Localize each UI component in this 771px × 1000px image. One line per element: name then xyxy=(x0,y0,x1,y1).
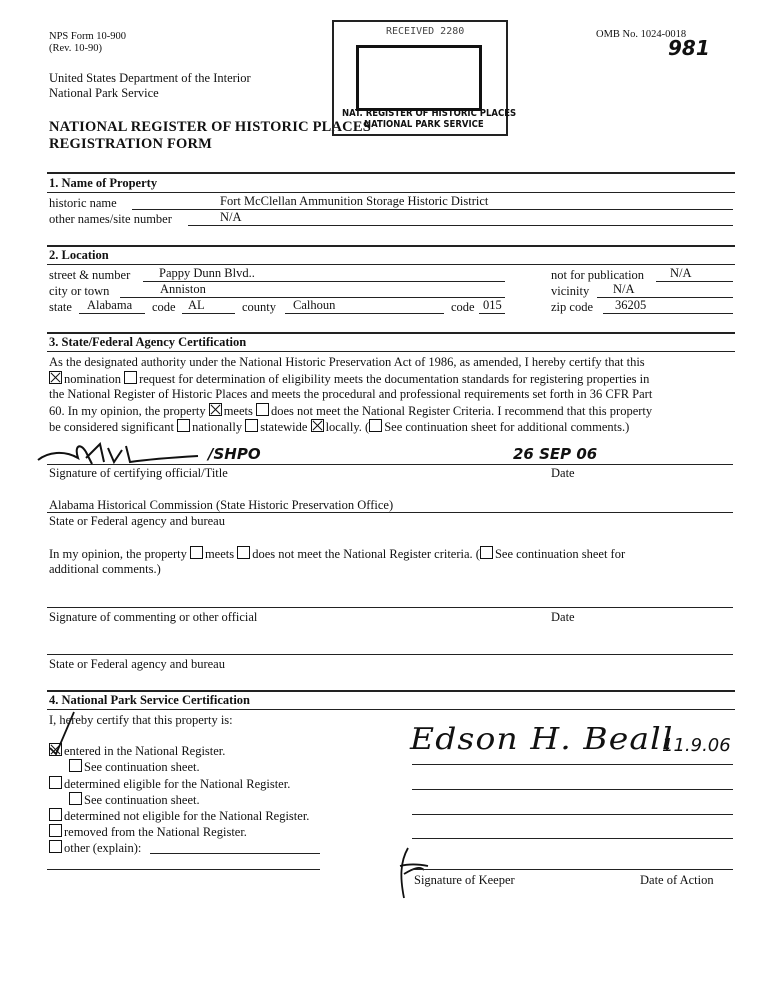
section1-subrule xyxy=(47,192,735,193)
keeper-intro: I, hereby certify that this property is: xyxy=(49,713,233,727)
certifying-date-label: Date xyxy=(551,466,575,480)
vicinity-field[interactable] xyxy=(597,283,733,298)
historic-name-value: Fort McClellan Ammunition Storage Historic District xyxy=(220,194,489,208)
commenting-does-not-meet-label: does not meet the National Register criteria. ( xyxy=(252,547,480,561)
commenting-opinion-line2: additional comments.) xyxy=(49,562,161,576)
keeper-signature-line xyxy=(412,869,733,870)
date-of-action-label: Date of Action xyxy=(640,873,714,887)
street-field[interactable] xyxy=(143,267,505,282)
historic-name-label: historic name xyxy=(49,196,117,210)
form-revision: (Rev. 10-90) xyxy=(49,43,102,54)
county-code-value: 015 xyxy=(483,298,502,312)
entered-continuation-checkbox[interactable] xyxy=(69,759,82,772)
state-label: state xyxy=(49,300,72,314)
county-field[interactable] xyxy=(285,299,444,314)
significance-label: be considered significant xyxy=(49,420,174,434)
option-other xyxy=(49,840,141,856)
keeper-line1 xyxy=(412,764,733,765)
other-names-field[interactable] xyxy=(188,211,733,226)
historic-name-field[interactable] xyxy=(132,195,733,210)
cert-para-line5 xyxy=(49,419,629,435)
form-number: NPS Form 10-900 xyxy=(49,31,127,42)
street-value: Pappy Dunn Blvd.. xyxy=(159,266,255,280)
request-label: request for determination of eligibility meets the documentation standards for registering properties in xyxy=(139,372,650,386)
locally-label: locally. ( xyxy=(325,420,370,434)
eligible-continuation-label: See continuation sheet. xyxy=(84,793,200,807)
section4-subrule xyxy=(47,709,735,710)
agency-value: Alabama Historical Commission (State Historic Preservation Office) xyxy=(49,498,394,512)
other-checkbox[interactable] xyxy=(49,840,62,853)
other-names-value: N/A xyxy=(220,210,242,224)
cert-para-line2 xyxy=(49,371,649,387)
city-value: Anniston xyxy=(160,282,206,296)
commenting-opinion-label: In my opinion, the property xyxy=(49,547,187,561)
stamp-received: RECEIVED 2280 xyxy=(386,26,465,37)
cert-para-line4 xyxy=(49,403,652,419)
commenting-signature-label: Signature of commenting or other official xyxy=(49,610,258,624)
option-not-eligible xyxy=(49,808,309,824)
section2-rule xyxy=(47,245,735,247)
nfp-label: not for publication xyxy=(551,268,645,282)
other-label: other (explain): xyxy=(64,841,142,855)
continuation-label: See continuation sheet for additional comments.) xyxy=(384,420,630,434)
stamp-line1: NAT. REGISTER OF HISTORIC PLACES xyxy=(342,108,517,119)
section1-heading: 1. Name of Property xyxy=(49,176,158,190)
entered-checkbox[interactable] xyxy=(49,743,62,756)
keeper-line2 xyxy=(412,789,733,790)
keeper-signature: Edson H. Beall xyxy=(410,722,674,757)
form-title-line2: REGISTRATION FORM xyxy=(49,136,213,152)
nfp-value: N/A xyxy=(670,266,692,280)
not-eligible-checkbox[interactable] xyxy=(49,808,62,821)
section4-rule xyxy=(47,690,735,692)
commenting-opinion-line1 xyxy=(49,546,625,562)
section3-rule xyxy=(47,332,735,334)
section2-heading: 2. Location xyxy=(49,248,109,262)
meets-checkbox[interactable] xyxy=(209,403,222,416)
commenting-signature-line xyxy=(47,607,733,608)
zip-field[interactable] xyxy=(603,299,733,314)
nomination-checkbox[interactable] xyxy=(49,371,62,384)
commenting-continuation-label: See continuation sheet for xyxy=(494,547,626,561)
continuation-checkbox[interactable] xyxy=(369,419,382,432)
removed-checkbox[interactable] xyxy=(49,824,62,837)
cert-para-line3: the National Register of Historic Places and meets the procedural and professional requirements set forth in 36 CFR Part xyxy=(49,387,653,401)
commenting-does-not-meet-checkbox[interactable] xyxy=(237,546,250,559)
cert-para-line1: As the designated authority under the National Historic Preservation Act of 1986, as amended, I hereby certify that this xyxy=(49,355,645,369)
agency2-line xyxy=(47,654,733,655)
section4-heading: 4. National Park Service Certification xyxy=(49,693,250,707)
not-eligible-label: determined not eligible for the National Register. xyxy=(64,809,310,823)
option-eligible-sub xyxy=(69,792,200,808)
entered-label: entered in the National Register. xyxy=(64,744,226,758)
county-label: county xyxy=(242,300,277,314)
agency-line xyxy=(47,512,733,513)
option-eligible xyxy=(49,776,290,792)
other-names-label: other names/site number xyxy=(49,212,172,226)
entered-continuation-label: See continuation sheet. xyxy=(84,760,200,774)
certifying-signature-line xyxy=(47,464,733,465)
commenting-date-label: Date xyxy=(551,610,575,624)
section2-subrule xyxy=(47,264,735,265)
omb-number: OMB No. 1024-0018 xyxy=(596,29,687,40)
department-name: United States Department of the Interior xyxy=(49,71,251,85)
commenting-meets-label: meets xyxy=(204,547,235,561)
stamp-box xyxy=(356,45,482,111)
request-checkbox[interactable] xyxy=(124,371,137,384)
option-removed xyxy=(49,824,247,840)
state-code-label: code xyxy=(152,300,176,314)
other-explain-line xyxy=(150,853,320,854)
other-explain-line2 xyxy=(47,869,320,870)
agency-label: State or Federal agency and bureau xyxy=(49,514,225,528)
certifying-date-handwritten: 26 SEP 06 xyxy=(513,445,598,463)
section3-subrule xyxy=(47,351,735,352)
statewide-checkbox[interactable] xyxy=(245,419,258,432)
county-code-label: code xyxy=(451,300,475,314)
opinion-label: 60. In my opinion, the property xyxy=(49,404,206,418)
removed-label: removed from the National Register. xyxy=(64,825,247,839)
option-entered-sub xyxy=(69,759,200,775)
vicinity-label: vicinity xyxy=(551,284,590,298)
option-entered xyxy=(49,743,225,759)
meets-label: meets xyxy=(223,404,253,418)
nomination-label: nomination xyxy=(64,372,121,386)
section3-heading: 3. State/Federal Agency Certification xyxy=(49,335,247,349)
state-value: Alabama xyxy=(87,298,133,312)
statewide-label: statewide xyxy=(260,420,308,434)
section1-rule xyxy=(47,172,735,174)
keeper-line3 xyxy=(412,814,733,815)
nfp-field[interactable] xyxy=(656,267,733,282)
service-name: National Park Service xyxy=(49,86,159,100)
certifying-signature-label: Signature of certifying official/Title xyxy=(49,466,228,480)
reference-number: 981 xyxy=(668,36,710,60)
vicinity-value: N/A xyxy=(613,282,635,296)
eligible-checkbox[interactable] xyxy=(49,776,62,789)
city-field[interactable] xyxy=(120,283,505,298)
keeper-line4 xyxy=(412,838,733,839)
form-title-line1: NATIONAL REGISTER OF HISTORIC PLACES xyxy=(49,119,371,135)
commenting-continuation-checkbox[interactable] xyxy=(480,546,493,559)
zip-value: 36205 xyxy=(615,298,647,312)
keeper-signature-label: Signature of Keeper xyxy=(414,873,515,887)
county-code-field[interactable] xyxy=(479,299,505,314)
agency2-label: State or Federal agency and bureau xyxy=(49,657,225,671)
state-code-field[interactable] xyxy=(182,299,235,314)
eligible-label: determined eligible for the National Register. xyxy=(64,777,291,791)
zip-label: zip code xyxy=(551,300,593,314)
state-field[interactable] xyxy=(79,299,145,314)
certifying-title-handwritten: /SHPO xyxy=(208,445,261,463)
does-not-meet-label: does not meet the National Register Criteria. I recommend that this property xyxy=(271,404,653,418)
city-label: city or town xyxy=(49,284,110,298)
eligible-continuation-checkbox[interactable] xyxy=(69,792,82,805)
commenting-meets-checkbox[interactable] xyxy=(190,546,203,559)
state-code-value: AL xyxy=(188,298,205,312)
locally-checkbox[interactable] xyxy=(311,419,324,432)
street-label: street & number xyxy=(49,268,131,282)
nationally-checkbox[interactable] xyxy=(177,419,190,432)
keeper-date-handwritten: 11.9.06 xyxy=(662,735,731,756)
does-not-meet-checkbox[interactable] xyxy=(256,403,269,416)
county-value: Calhoun xyxy=(293,298,336,312)
stamp-line2: NATIONAL PARK SERVICE xyxy=(364,119,484,130)
nationally-label: nationally xyxy=(192,420,243,434)
